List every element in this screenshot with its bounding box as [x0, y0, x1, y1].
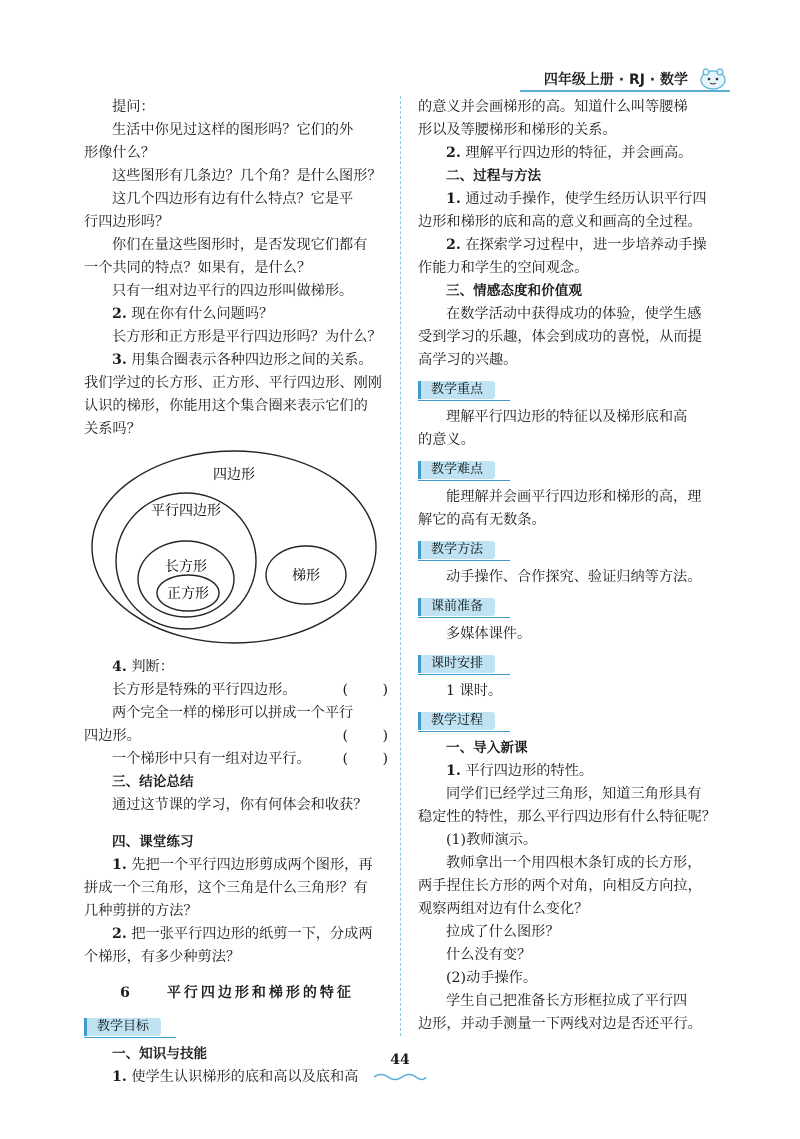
- tag-label: 教学过程: [418, 712, 495, 730]
- item-number: 1.: [446, 191, 461, 207]
- mascot-icon: [698, 66, 728, 90]
- text-line: 在数学活动中获得成功的体验，使学生感: [446, 306, 702, 322]
- text-line: 长方形和正方形是平行四边形吗？为什么？: [112, 329, 382, 345]
- item-number: 2.: [112, 306, 127, 322]
- book-title: 四年级上册 · RJ · 数学: [543, 72, 688, 88]
- tag-teaching-goals: [84, 1015, 390, 1039]
- item-text: 现在你有什么问题吗？: [131, 306, 274, 322]
- text-line: 形像什么？: [84, 145, 155, 161]
- item-text: 用集合圈表示各种四边形之间的关系。: [131, 352, 373, 368]
- text-line: 两手捏住长方形的两个对角，向相反方向拉，: [418, 878, 702, 894]
- item-text: 通过动手操作，使学生经历认识平行四: [465, 191, 707, 207]
- item-text: 长方形是特殊的平行四边形。: [112, 682, 297, 698]
- text-line: [418, 234, 734, 257]
- answer-parens: ( ): [342, 682, 390, 698]
- text-line: 几种剪拼的方法？: [84, 903, 198, 919]
- text-line: 我们学过的长方形、正方形、平行四边形、刚刚: [84, 375, 382, 391]
- item-text: 判断：: [131, 659, 174, 675]
- label-parallelogram: 平行四边形: [151, 503, 221, 519]
- text-line: 边形和梯形的底和高的意义和画高的全过程。: [418, 214, 702, 230]
- tag-label: 教学重点: [418, 381, 495, 399]
- text-line: [84, 679, 390, 702]
- text-line: 动手操作、合作探究、验证归纳等方法。: [446, 569, 702, 585]
- text-line: 个梯形，有多少种剪法？: [84, 949, 241, 965]
- rectangle-set: [138, 541, 234, 617]
- item-number: 1.: [112, 857, 127, 873]
- item-number: 2.: [112, 926, 127, 942]
- item-text: 把一张平行四边形的纸剪一下，分成两: [131, 926, 373, 942]
- set-circle-diagram: [84, 445, 390, 650]
- venn-svg: [84, 445, 390, 650]
- text-line: 你们在量这些图形时，是否发现它们都有: [112, 237, 368, 253]
- item-number: 4.: [112, 659, 127, 675]
- tag-methods: [418, 538, 734, 562]
- text-line: 行四边形吗？: [84, 214, 170, 230]
- text-line: 拼成一个三角形，这个三角是什么三角形？有: [84, 880, 368, 896]
- text-line: 一个共同的特点？如果有，是什么？: [84, 260, 312, 276]
- tag-preparation: [418, 595, 734, 619]
- header-rule: [520, 90, 730, 92]
- text-line: 解它的高有无数条。: [418, 512, 546, 528]
- text-line: [84, 923, 390, 946]
- text-line: 认识的梯形，你能用这个集合圈来表示它们的: [84, 398, 368, 414]
- subheading: 三、结论总结: [112, 774, 194, 790]
- text-line: [84, 303, 390, 326]
- text-line: 多媒体课件。: [446, 626, 532, 642]
- item-number: 1.: [112, 1069, 127, 1085]
- text-line: [84, 748, 390, 771]
- text-line: 1 课时。: [446, 683, 503, 699]
- tag-label: 教学方法: [418, 541, 495, 559]
- text-line: [84, 854, 390, 877]
- answer-parens: ( ): [342, 728, 390, 744]
- tag-key-points: [418, 378, 734, 402]
- text-line: 受到学习的乐趣，体会到成功的喜悦，从而提: [418, 329, 702, 345]
- item-text: 理解平行四边形的特征，并会画高。: [465, 145, 693, 161]
- text-line: [84, 1066, 390, 1089]
- tag-label: 教学目标: [84, 1018, 161, 1036]
- text-line: [84, 725, 390, 748]
- label-rectangle: 长方形: [165, 559, 207, 575]
- section-title: [84, 977, 390, 1009]
- tag-process: [418, 709, 734, 733]
- tag-label: 课时安排: [418, 655, 495, 673]
- label-square: 正方形: [167, 586, 209, 602]
- text-line: (1)教师演示。: [446, 832, 538, 848]
- left-column: [84, 96, 390, 1089]
- text-line: [418, 142, 734, 165]
- item-number: 2.: [446, 237, 461, 253]
- text-line: 教师拿出一个用四根木条钉成的长方形，: [446, 855, 702, 871]
- tag-label: 课前准备: [418, 598, 495, 616]
- item-text: 在探索学习过程中，进一步培养动手操: [465, 237, 707, 253]
- subheading: 一、导入新课: [446, 740, 528, 756]
- subheading: 一、知识与技能: [112, 1046, 208, 1062]
- text-line: 稳定性的特性，那么平行四边形有什么特征呢？: [418, 809, 716, 825]
- subheading: 二、过程与方法: [446, 168, 542, 184]
- item-number: 3.: [112, 352, 127, 368]
- page-number: 44: [390, 1052, 410, 1068]
- text-line: 什么没有变？: [446, 947, 532, 963]
- label-quadrilateral: 四边形: [213, 467, 255, 483]
- item-number: 2.: [446, 145, 461, 161]
- text-line: [84, 349, 390, 372]
- item-number: 1.: [446, 763, 461, 779]
- item-text: 平行四边形的特性。: [465, 763, 594, 779]
- tag-label: 教学难点: [418, 461, 495, 479]
- text-line: [418, 188, 734, 211]
- text-line: 只有一组对边平行的四边形叫做梯形。: [112, 283, 354, 299]
- text-line: 生活中你见过这样的图形吗？它们的外: [112, 122, 354, 138]
- text-line: 同学们已经学过三角形，知道三角形具有: [446, 786, 702, 802]
- text-line: 作能力和学生的空间观念。: [418, 260, 589, 276]
- item-text: 一个梯形中只有一组对边平行。: [112, 751, 311, 767]
- text-line: 拉成了什么图形？: [446, 924, 560, 940]
- label-trapezoid: 梯形: [292, 568, 320, 584]
- text-line: [84, 656, 390, 679]
- text-line: 学生自己把准备长方形框拉成了平行四: [446, 993, 688, 1009]
- text-line: 两个完全一样的梯形可以拼成一个平行: [112, 705, 354, 721]
- text-line: [418, 760, 734, 783]
- text-line: 观察两组对边有什么变化？: [418, 901, 589, 917]
- item-text: 四边形。: [84, 728, 141, 744]
- text-line: 能理解并会画平行四边形和梯形的高，理: [446, 489, 702, 505]
- subheading: 四、课堂练习: [112, 834, 194, 850]
- text-line: 边形，并动手测量一下两线对边是否还平行。: [418, 1016, 702, 1032]
- right-column: [418, 96, 734, 1036]
- page-header: [520, 64, 730, 92]
- text-line: 的意义。: [418, 432, 475, 448]
- text-line: 这些图形有几条边？几个角？是什么图形？: [112, 168, 382, 184]
- tag-schedule: [418, 652, 734, 676]
- section-title-text: 平行四边形和梯形的特征: [166, 985, 354, 1001]
- text-line: 高学习的兴趣。: [418, 352, 518, 368]
- text-line: 的意义并会画梯形的高。知道什么叫等腰梯: [418, 99, 688, 115]
- text-line: 提问：: [112, 99, 155, 115]
- page-number-ornament: [372, 1072, 428, 1082]
- text-line: 关系吗？: [84, 421, 141, 437]
- text-line: 通过这节课的学习，你有何体会和收获？: [112, 797, 368, 813]
- tag-difficulties: [418, 458, 734, 482]
- text-line: 这几个四边形有边有什么特点？它是平: [112, 191, 354, 207]
- column-divider: [400, 96, 401, 1036]
- subheading: 三、情感态度和价值观: [446, 283, 582, 299]
- item-text: 先把一个平行四边形剪成两个图形，再: [131, 857, 373, 873]
- text-line: 形以及等腰梯形和梯形的关系。: [418, 122, 617, 138]
- text-line: 理解平行四边形的特征以及梯形底和高: [446, 409, 688, 425]
- item-text: 使学生认识梯形的底和高以及底和高: [131, 1069, 359, 1085]
- answer-parens: ( ): [342, 751, 390, 767]
- section-number: 6: [120, 985, 133, 1001]
- text-line: (2)动手操作。: [446, 970, 538, 986]
